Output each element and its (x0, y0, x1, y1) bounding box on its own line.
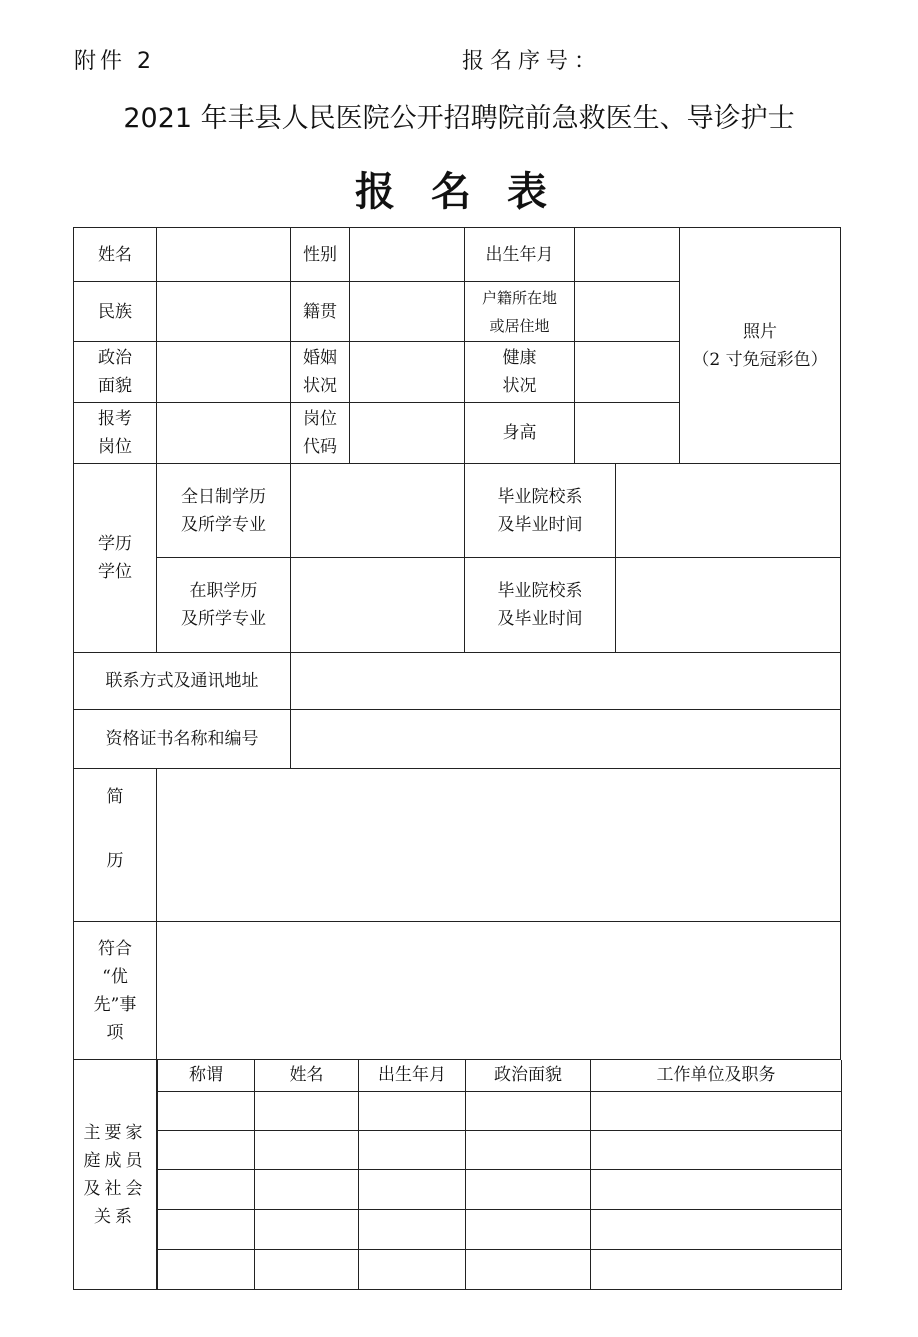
family-cell[interactable] (466, 1091, 591, 1130)
family-cell[interactable] (591, 1091, 842, 1130)
family-label-line2: 庭成员 (83, 1150, 147, 1171)
height-label: 身高 (465, 403, 575, 464)
marital-label-line2: 状况 (303, 376, 337, 396)
hukou-label-line1: 户籍所在地 (481, 288, 557, 307)
contact-field[interactable] (291, 653, 841, 710)
form-title: 2021 年丰县人民医院公开招聘院前急救医生、导诊护士 (123, 103, 795, 134)
family-cell[interactable] (158, 1130, 255, 1169)
inservice-school-field[interactable] (616, 558, 841, 653)
native-place-field[interactable] (350, 282, 465, 342)
family-cell[interactable] (591, 1130, 842, 1169)
resume-label-char2: 历 (106, 851, 124, 871)
family-cell[interactable] (359, 1091, 466, 1130)
family-row (158, 1130, 842, 1169)
family-cell[interactable] (255, 1130, 359, 1169)
name-label: 姓名 (74, 228, 157, 282)
education-label (74, 464, 157, 653)
priority-label-line2: “优 (102, 966, 128, 987)
family-cell[interactable] (466, 1209, 591, 1249)
family-cell[interactable] (591, 1209, 842, 1249)
family-label-line4: 关系 (94, 1206, 136, 1227)
political-label (74, 342, 157, 403)
certificate-label: 资格证书名称和编号 (74, 710, 291, 769)
family-cell[interactable] (255, 1209, 359, 1249)
resume-label (74, 769, 157, 922)
family-cell[interactable] (591, 1169, 842, 1209)
family-row (158, 1209, 842, 1249)
post-code-field[interactable] (350, 403, 465, 464)
gender-field[interactable] (350, 228, 465, 282)
family-col-political: 政治面貌 (466, 1060, 591, 1091)
family-row (158, 1249, 842, 1289)
family-cell[interactable] (255, 1169, 359, 1209)
contact-label: 联系方式及通讯地址 (74, 653, 291, 710)
family-cell[interactable] (591, 1249, 842, 1289)
inservice-edu-field[interactable] (291, 558, 465, 653)
family-cell[interactable] (158, 1249, 255, 1289)
form-subtitle: 报名表 (355, 169, 583, 215)
family-cell[interactable] (359, 1249, 466, 1289)
height-field[interactable] (575, 403, 680, 464)
health-label-line1: 健康 (502, 348, 537, 368)
priority-label-line4: 项 (106, 1022, 124, 1043)
family-col-birth: 出生年月 (359, 1060, 466, 1091)
ethnicity-field[interactable] (157, 282, 291, 342)
fulltime-edu-label-line2: 及所学专业 (181, 514, 266, 535)
family-cell[interactable] (158, 1091, 255, 1130)
apply-post-field[interactable] (157, 403, 291, 464)
family-cell[interactable] (359, 1130, 466, 1169)
serial-number-label: 报名序号： (462, 49, 603, 74)
inservice-school-label-line1: 毕业院校系 (497, 581, 583, 601)
priority-label (74, 922, 157, 1060)
hukou-label-line2: 或居住地 (489, 316, 550, 335)
inservice-edu-label-line1: 在职学历 (189, 581, 258, 601)
fulltime-school-label-line2: 及毕业时间 (497, 514, 583, 535)
family-cell[interactable] (359, 1209, 466, 1249)
political-label-line1: 政治 (98, 348, 132, 368)
apply-post-label-line1: 报考 (98, 409, 132, 429)
family-col-work: 工作单位及职务 (591, 1060, 842, 1091)
gender-label: 性别 (291, 228, 350, 282)
family-col-relation: 称谓 (158, 1060, 255, 1091)
family-label-line1: 主要家 (83, 1122, 147, 1143)
family-cell[interactable] (466, 1130, 591, 1169)
ethnicity-label: 民族 (74, 282, 157, 342)
health-label (465, 342, 575, 403)
family-col-name: 姓名 (255, 1060, 359, 1091)
family-cell[interactable] (466, 1249, 591, 1289)
family-cell[interactable] (255, 1091, 359, 1130)
inservice-school-label-line2: 及毕业时间 (497, 609, 583, 629)
apply-post-label (74, 403, 157, 464)
name-field[interactable] (157, 228, 291, 282)
health-label-line2: 状况 (502, 376, 537, 396)
family-cell[interactable] (255, 1249, 359, 1289)
marital-field[interactable] (350, 342, 465, 403)
certificate-field[interactable] (291, 710, 841, 769)
fulltime-school-field[interactable] (616, 464, 841, 558)
education-label-line1: 学历 (98, 534, 132, 554)
inservice-edu-label-line2: 及所学专业 (181, 609, 266, 629)
family-label (74, 1060, 157, 1290)
family-row (158, 1091, 842, 1130)
resume-label-char1: 简 (106, 787, 124, 807)
marital-label-line1: 婚姻 (303, 348, 337, 368)
family-table-cell (157, 1060, 841, 1290)
priority-label-line3: 先”事 (93, 994, 137, 1015)
fulltime-edu-field[interactable] (291, 464, 465, 558)
inservice-school-label (465, 558, 616, 653)
attachment-label: 附件 2 (74, 49, 155, 74)
family-label-line3: 及社会 (83, 1178, 147, 1199)
family-row (158, 1169, 842, 1209)
post-code-label-line2: 代码 (303, 437, 337, 457)
political-label-line2: 面貌 (98, 376, 132, 396)
health-field[interactable] (575, 342, 680, 403)
birth-label: 出生年月 (465, 228, 575, 282)
political-field[interactable] (157, 342, 291, 403)
photo-label: 照片 (743, 321, 777, 342)
priority-field[interactable] (157, 922, 841, 1060)
family-cell[interactable] (158, 1209, 255, 1249)
photo-cell[interactable] (680, 228, 841, 464)
family-cell[interactable] (158, 1169, 255, 1209)
fulltime-school-label-line1: 毕业院校系 (497, 486, 583, 507)
family-cell[interactable] (359, 1169, 466, 1209)
marital-label (291, 342, 350, 403)
education-label-line2: 学位 (98, 562, 132, 582)
family-cell[interactable] (466, 1169, 591, 1209)
fulltime-school-label (465, 464, 616, 558)
native-place-label: 籍贯 (291, 282, 350, 342)
hukou-field[interactable] (575, 282, 680, 342)
post-code-label (291, 403, 350, 464)
resume-field[interactable] (157, 769, 841, 922)
registration-form-table (73, 227, 841, 1290)
post-code-label-line1: 岗位 (303, 409, 337, 429)
inservice-edu-label (157, 558, 291, 653)
family-table (157, 1060, 842, 1290)
photo-spec: （2 寸免冠彩色） (692, 349, 828, 370)
fulltime-edu-label-line1: 全日制学历 (181, 486, 266, 507)
fulltime-edu-label (157, 464, 291, 558)
priority-label-line1: 符合 (98, 938, 132, 959)
hukou-label (465, 282, 575, 342)
birth-field[interactable] (575, 228, 680, 282)
apply-post-label-line2: 岗位 (98, 437, 132, 457)
